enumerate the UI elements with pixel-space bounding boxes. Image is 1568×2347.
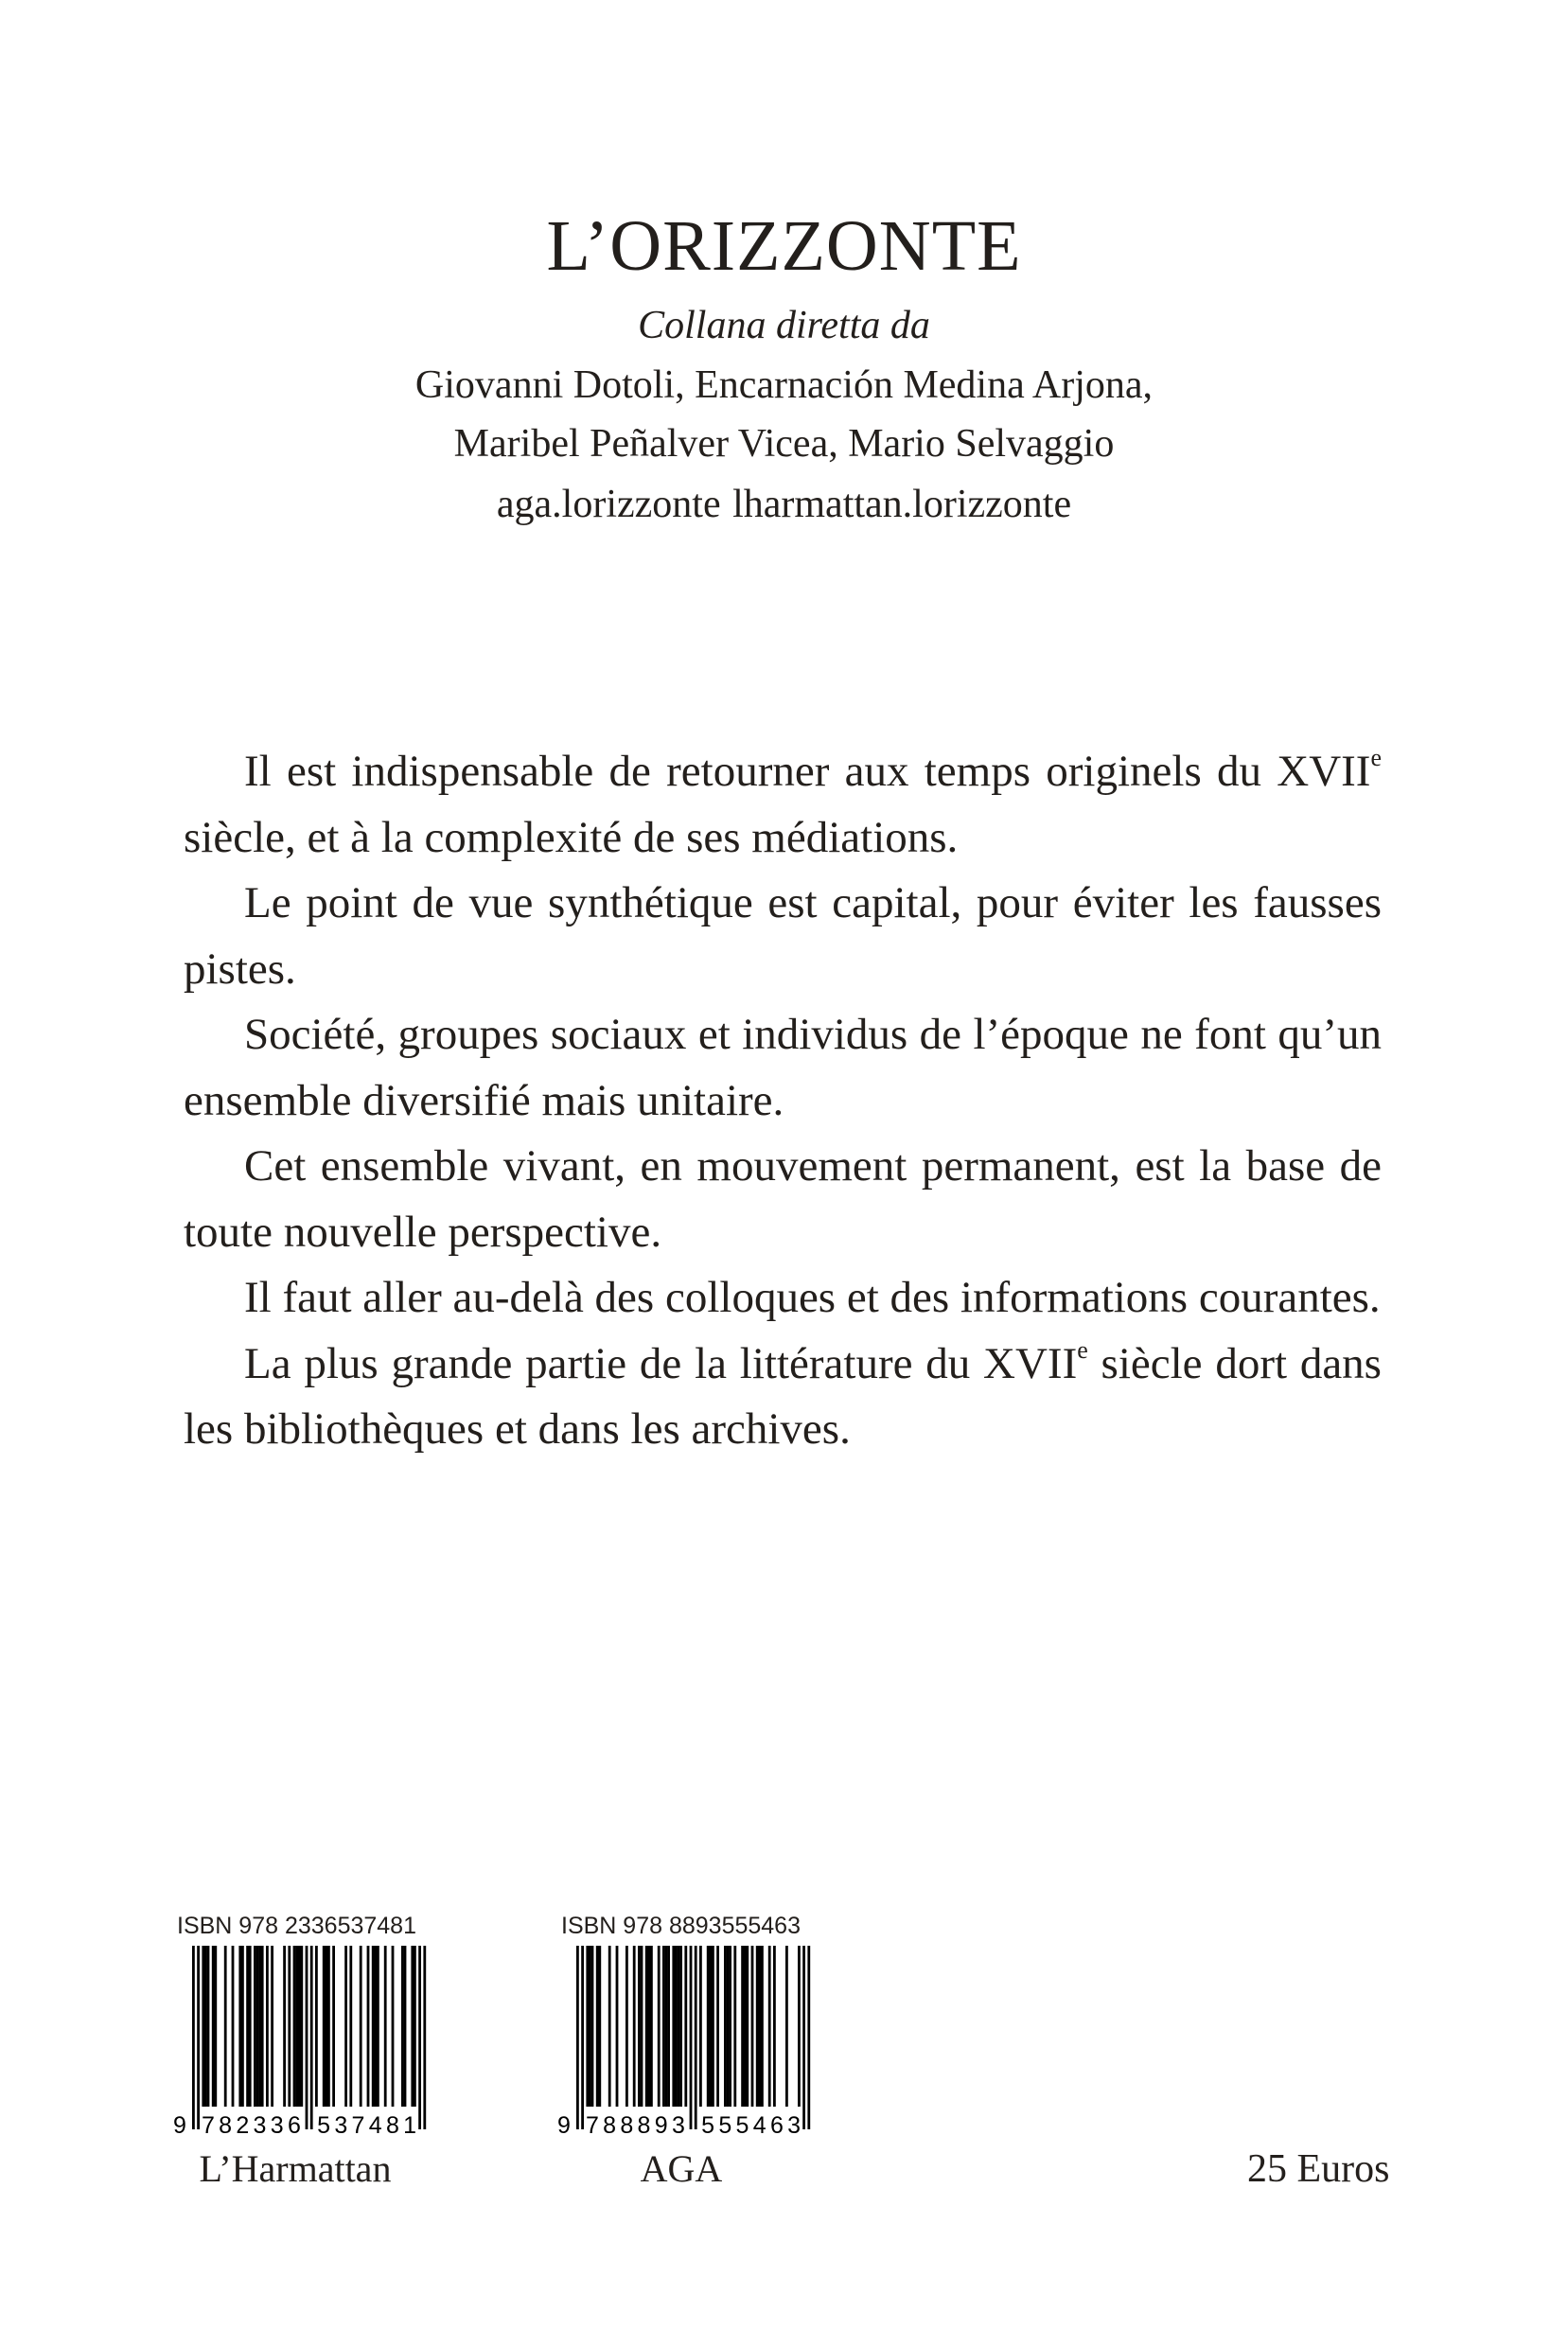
- barcode-bar: [684, 1946, 687, 2107]
- blurb-paragraph: [184, 1002, 1382, 1134]
- barcode-digit: 9: [173, 2112, 186, 2135]
- barcode-digit: 8: [637, 2112, 651, 2135]
- barcode-bar: [283, 1946, 286, 2107]
- blurb-paragraph: [184, 1265, 1382, 1332]
- barcode-bar: [591, 1946, 594, 2107]
- barcode-bar: [246, 1946, 249, 2107]
- barcode-bar: [374, 1946, 377, 2107]
- isbn-label: ISBN 978 8893555463: [561, 1913, 801, 1939]
- directors-line-2: Maribel Peñalver Vicea, Mario Selvaggio: [453, 422, 1115, 466]
- barcode-bar: [695, 1946, 697, 2129]
- barcode-bar: [249, 1946, 252, 2107]
- barcode-digit: 4: [368, 2112, 382, 2135]
- barcode-bar: [798, 1946, 801, 2107]
- barcode-digit: 1: [403, 2112, 417, 2135]
- barcode-bar: [761, 1946, 764, 2107]
- barcode-digit: 7: [351, 2112, 365, 2135]
- paragraph-text: La plus grande partie de la littérature du XVII: [244, 1338, 1078, 1388]
- barcode-bar: [678, 1946, 680, 2107]
- barcode-bar: [650, 1946, 653, 2107]
- barcode-bar: [392, 1946, 395, 2107]
- barcode-bar: [576, 1946, 579, 2129]
- barcode-bar: [212, 1946, 215, 2107]
- barcode-bar: [224, 1946, 227, 2107]
- barcode-bar: [214, 1946, 217, 2107]
- barcode-bar: [241, 1946, 244, 2107]
- barcode-bar: [724, 1946, 727, 2107]
- publisher-lharmattan: L’Harmattan: [199, 2147, 392, 2190]
- barcode-digit: 9: [654, 2112, 668, 2135]
- barcode-bar: [785, 1946, 788, 2107]
- barcode-bar: [327, 1946, 330, 2107]
- barcode-bar: [323, 1946, 326, 2107]
- barcode-bar: [423, 1946, 426, 2129]
- barcode-bar: [679, 1946, 682, 2107]
- superscript: e: [1077, 1335, 1088, 1364]
- barcode-digit: 8: [620, 2112, 634, 2135]
- paragraph-text: Cet ensemble vivant, en mouvement permanent, est la base de toute nouvelle perspective.: [184, 1141, 1382, 1257]
- barcode-digit: 7: [585, 2112, 599, 2135]
- barcode-bar: [360, 1946, 362, 2107]
- barcode-bar: [645, 1946, 648, 2107]
- barcode-bar: [727, 1946, 730, 2107]
- blurb-paragraph: [184, 1332, 1382, 1463]
- barcode-bar: [733, 1946, 736, 2107]
- blurb-paragraph: [184, 739, 1382, 871]
- barcode-digit: 3: [334, 2112, 348, 2135]
- barcode-bar: [266, 1946, 269, 2107]
- barcode-digit: 3: [270, 2112, 284, 2135]
- barcode-bar: [315, 1946, 318, 2107]
- barcode-digit: 3: [787, 2112, 802, 2135]
- barcode-bar: [325, 1946, 327, 2107]
- isbn-label: ISBN 978 2336537481: [177, 1913, 416, 1939]
- directors-line-1: Giovanni Dotoli, Encarnación Medina Arjona,: [414, 363, 1154, 407]
- barcode-bar: [625, 1946, 628, 2107]
- barcode-bar: [741, 1946, 744, 2107]
- paragraph-text: siècle dort dans les bibliothèques et dans les archives.: [184, 1338, 1382, 1454]
- barcode-bar: [675, 1946, 678, 2107]
- barcode-digit: 5: [735, 2112, 749, 2135]
- barcode-bar: [404, 1946, 407, 2107]
- barcode-bar: [616, 1946, 619, 2107]
- paragraph-text: Il est indispensable de retourner aux temps originels du XVII: [244, 747, 1371, 796]
- barcode-digit: 3: [671, 2112, 685, 2135]
- series-links: aga.lorizzonte lharmattan.lorizzonte: [496, 483, 1072, 526]
- barcode-digit: 8: [219, 2112, 233, 2135]
- barcode-digit: 4: [752, 2112, 766, 2135]
- blurb-paragraph: [184, 871, 1382, 1002]
- barcode-bar: [802, 1946, 805, 2129]
- barcode-bar: [372, 1946, 375, 2107]
- barcode-bar: [258, 1946, 261, 2107]
- barcode-bar: [192, 1946, 195, 2129]
- barcode-bar: [709, 1946, 712, 2107]
- barcode-bar: [232, 1946, 235, 2107]
- barcode-bar: [300, 1946, 303, 2107]
- paragraph-text: Le point de vue synthétique est capital, pour éviter les fausses pistes.: [184, 878, 1382, 994]
- barcode-bar: [773, 1946, 776, 2107]
- barcode-digit: 8: [385, 2112, 399, 2135]
- series-title: L’ORIZZONTE: [546, 206, 1022, 286]
- barcode-bar: [596, 1946, 599, 2107]
- barcode-bar: [295, 1946, 298, 2107]
- barcode-bar: [768, 1946, 771, 2107]
- barcode-bar: [662, 1946, 665, 2107]
- barcode-bar: [377, 1946, 379, 2107]
- barcode-bar: [608, 1946, 611, 2107]
- barcode-bar: [647, 1946, 650, 2107]
- barcode-bar: [261, 1946, 264, 2107]
- barcode-bar: [310, 1946, 313, 2129]
- barcode-digit: 9: [557, 2112, 571, 2135]
- barcode-bar: [332, 1946, 335, 2107]
- barcode-bar: [344, 1946, 347, 2107]
- barcode-bars: [171, 1946, 430, 2135]
- barcode-bar: [807, 1946, 810, 2129]
- barcode-bar: [758, 1946, 761, 2107]
- barcode-bar: [638, 1946, 641, 2107]
- barcode-bar: [751, 1946, 754, 2107]
- barcode-bar: [598, 1946, 601, 2107]
- barcode-bar: [633, 1946, 636, 2107]
- barcode-bar: [729, 1946, 731, 2107]
- barcode-digit: 5: [718, 2112, 732, 2135]
- barcode-digit: 2: [236, 2112, 250, 2135]
- barcode-bar: [746, 1946, 749, 2107]
- barcode-bar: [641, 1946, 643, 2107]
- barcode-bar: [589, 1946, 591, 2107]
- barcode-bar: [367, 1946, 370, 2107]
- barcode-bar: [672, 1946, 675, 2107]
- barcode-digit: 3: [253, 2112, 267, 2135]
- barcode-bar: [401, 1946, 404, 2107]
- barcode-digit: 6: [287, 2112, 301, 2135]
- barcode-bar: [207, 1946, 210, 2107]
- barcode-bar: [271, 1946, 273, 2107]
- barcode-bar: [712, 1946, 714, 2107]
- barcode-bar: [756, 1946, 759, 2107]
- barcode-digit: 8: [603, 2112, 617, 2135]
- barcode-bar: [707, 1946, 710, 2107]
- barcode-bar: [204, 1946, 207, 2107]
- barcode-digit: 6: [769, 2112, 784, 2135]
- barcode-bar: [238, 1946, 241, 2107]
- barcode-bar: [306, 1946, 308, 2129]
- publisher-aga: AGA: [640, 2147, 723, 2190]
- barcode-bar: [411, 1946, 414, 2107]
- barcode-bar: [665, 1946, 668, 2107]
- barcode-bar: [293, 1946, 296, 2107]
- series-subtitle: Collana diretta da: [638, 304, 930, 347]
- barcode-digit: 5: [701, 2112, 715, 2135]
- barcode-bar: [349, 1946, 352, 2107]
- barcode-bar: [586, 1946, 589, 2107]
- barcode-bars: [555, 1946, 814, 2135]
- barcode-bar: [667, 1946, 670, 2107]
- barcode-bar: [256, 1946, 259, 2107]
- price: 25 Euros: [1247, 2147, 1390, 2191]
- barcode-bar: [690, 1946, 693, 2129]
- paragraph-text: Société, groupes sociaux et individus de l’époque ne font qu’un ensemble diversifié mais unitaire.: [184, 1010, 1382, 1125]
- barcode-bar: [254, 1946, 256, 2107]
- back-cover-blurb: [184, 739, 1382, 1463]
- paragraph-text: Il faut aller au-delà des colloques et des informations courantes.: [244, 1273, 1381, 1322]
- barcode-bar: [699, 1946, 702, 2107]
- blurb-paragraph: [184, 1134, 1382, 1265]
- barcode-bar: [197, 1946, 200, 2129]
- barcode-bar: [581, 1946, 584, 2129]
- barcode-digit: 5: [317, 2112, 331, 2135]
- barcode-bar: [298, 1946, 301, 2107]
- barcode-bar: [716, 1946, 719, 2107]
- barcode-bar: [384, 1946, 387, 2107]
- barcode-bar: [418, 1946, 421, 2129]
- barcode-bar: [288, 1946, 291, 2107]
- barcode-bar: [202, 1946, 204, 2107]
- barcode-bar: [414, 1946, 416, 2107]
- superscript: e: [1370, 744, 1382, 771]
- barcode-bar: [744, 1946, 747, 2107]
- barcode-bar: [658, 1946, 661, 2107]
- paragraph-text: siècle, et à la complexité de ses médiations.: [184, 812, 959, 862]
- barcode-digit: 7: [201, 2112, 215, 2135]
